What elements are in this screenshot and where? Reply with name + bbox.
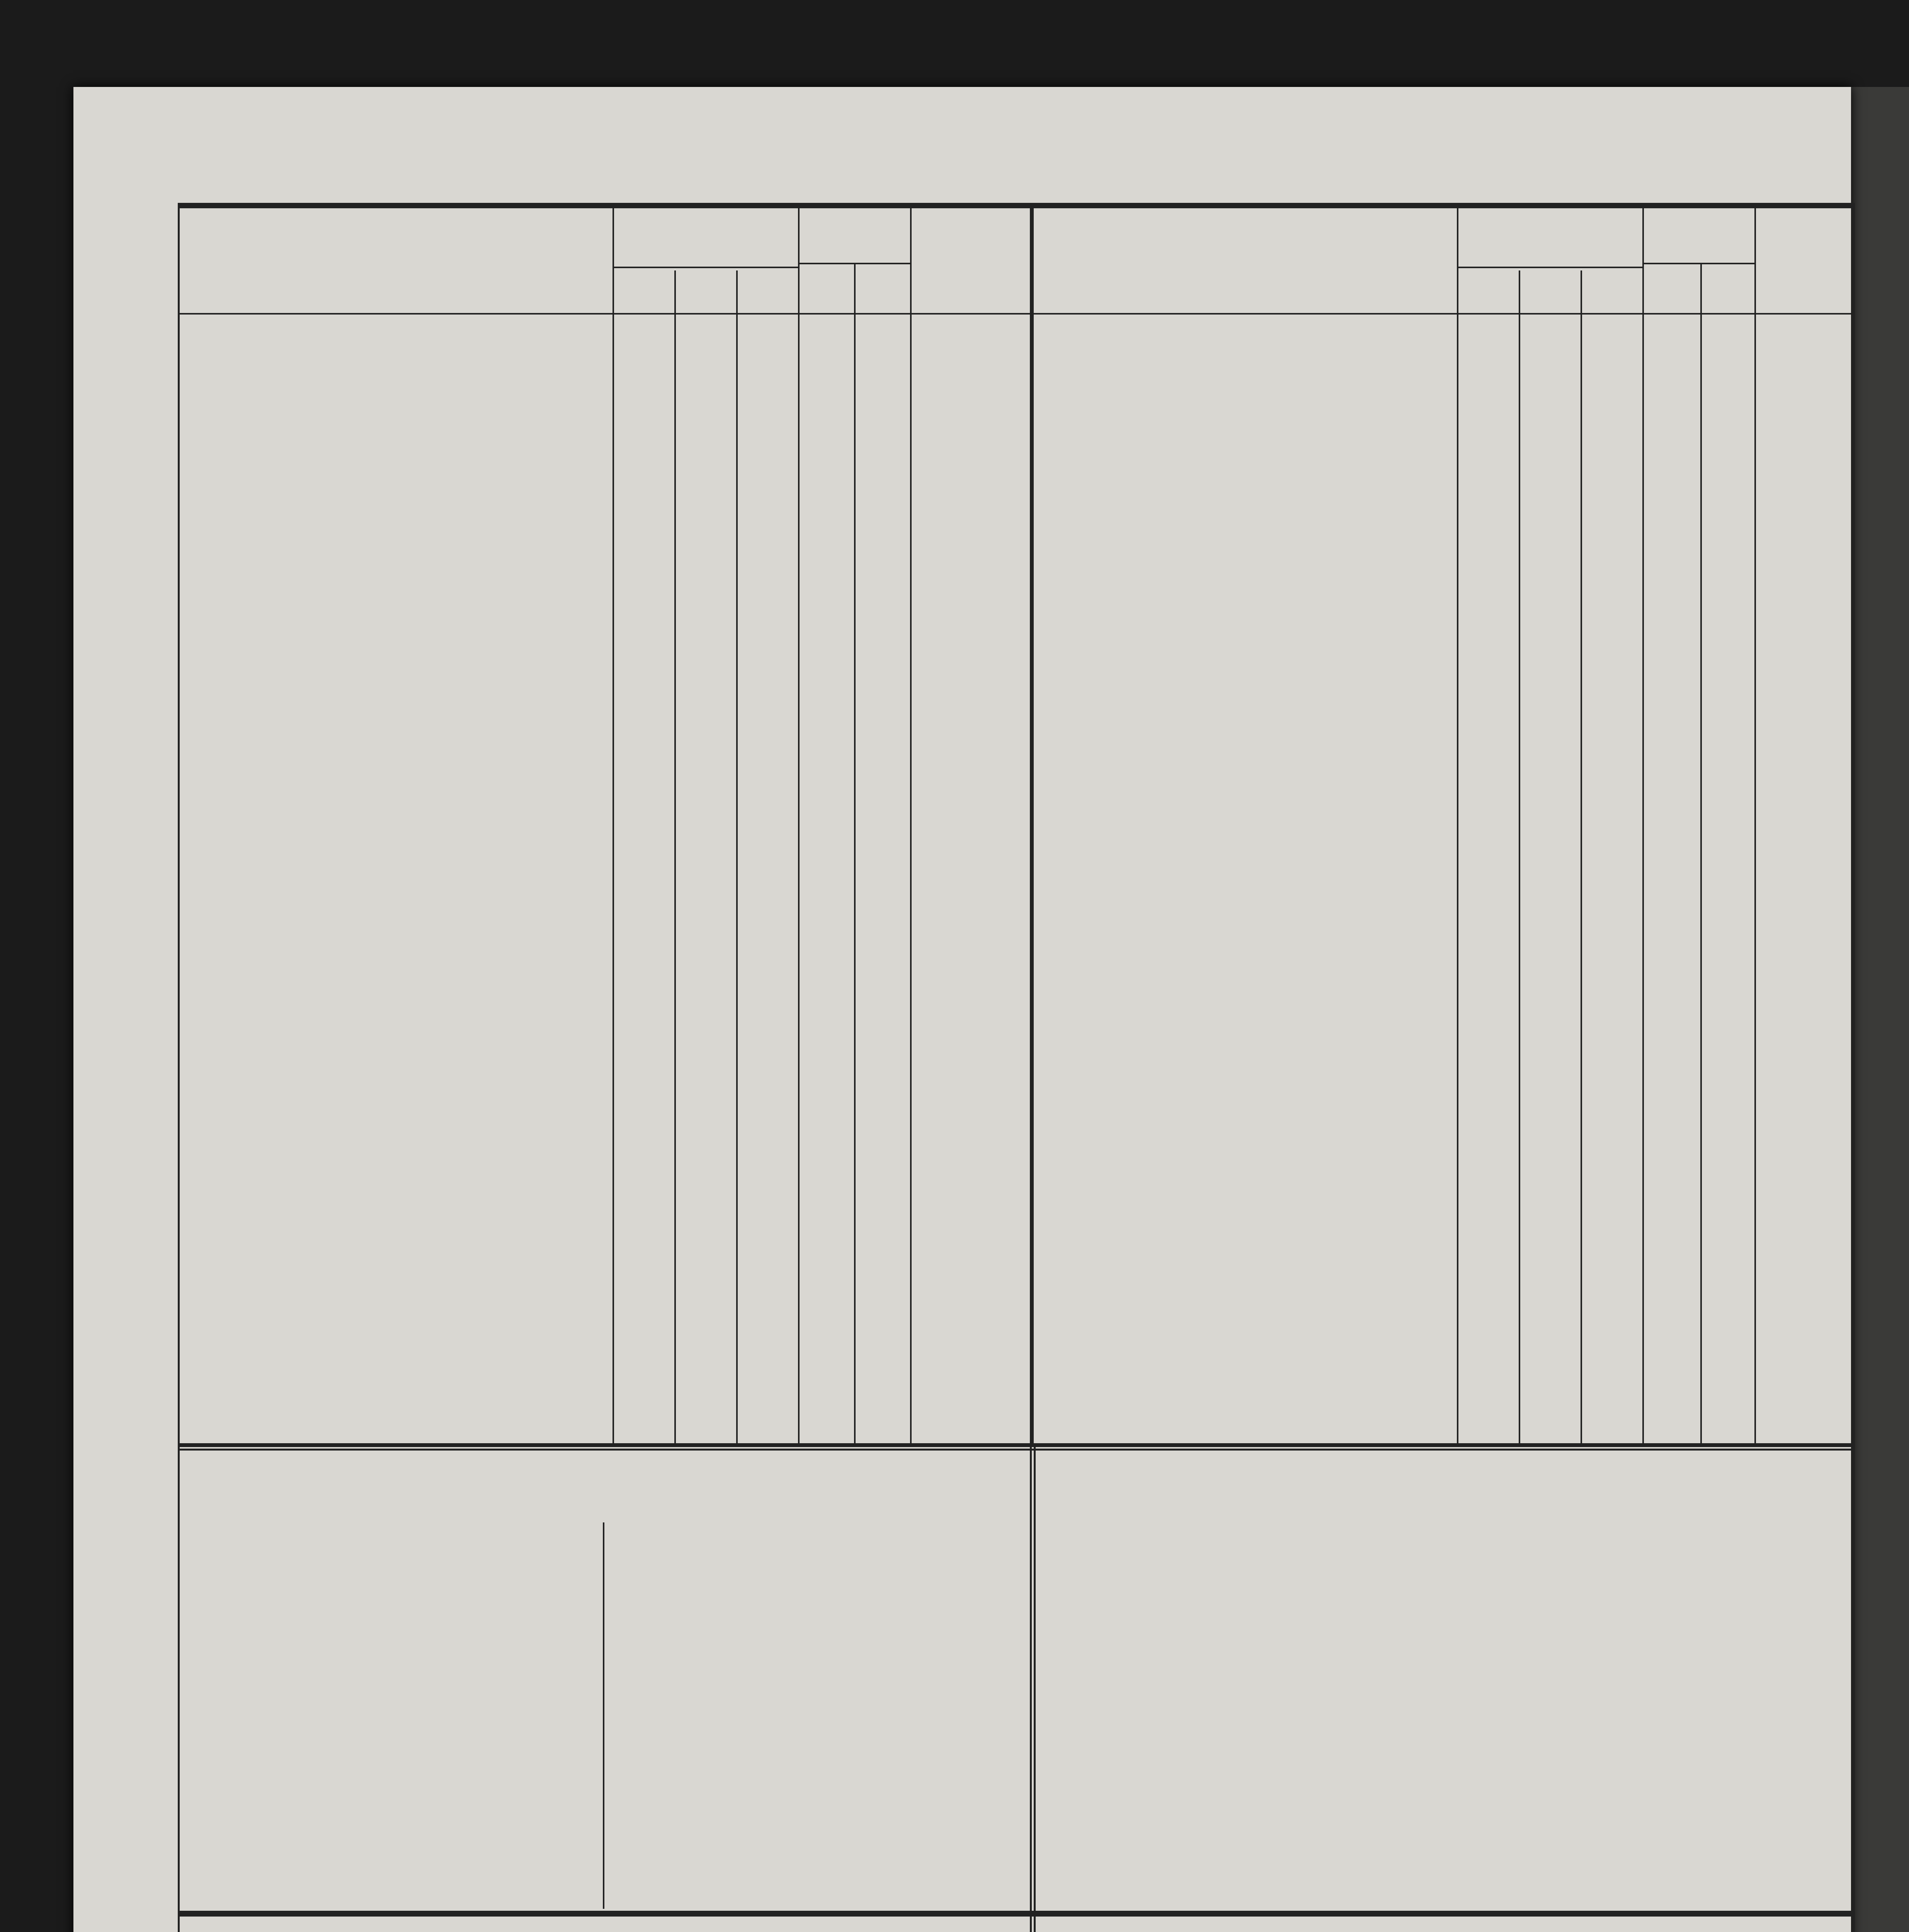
rule [798,263,910,264]
rule [613,203,614,1443]
changes-box [178,1911,1036,1932]
rule [1457,267,1642,268]
rule [910,203,912,1443]
rule [1457,203,1458,1443]
rule [736,270,738,1443]
rule [1581,270,1582,1443]
rule [1519,270,1520,1443]
page-gutter [1851,87,1909,1932]
rule [854,263,856,1443]
obligations-table [178,203,1855,1451]
rule [603,1522,604,1909]
rule [1700,263,1702,1443]
rule [798,203,800,1443]
cotations-box [1030,1443,1855,1917]
rule [1642,263,1754,264]
rachetees-box [178,1443,1036,1917]
souscription-box [1030,1911,1855,1932]
rule [1754,203,1756,1443]
rule [674,270,676,1443]
rule [1642,203,1644,1443]
obligations-header-rule [178,313,1851,315]
obligations-center-rule [1030,203,1034,1443]
rule [613,267,798,268]
